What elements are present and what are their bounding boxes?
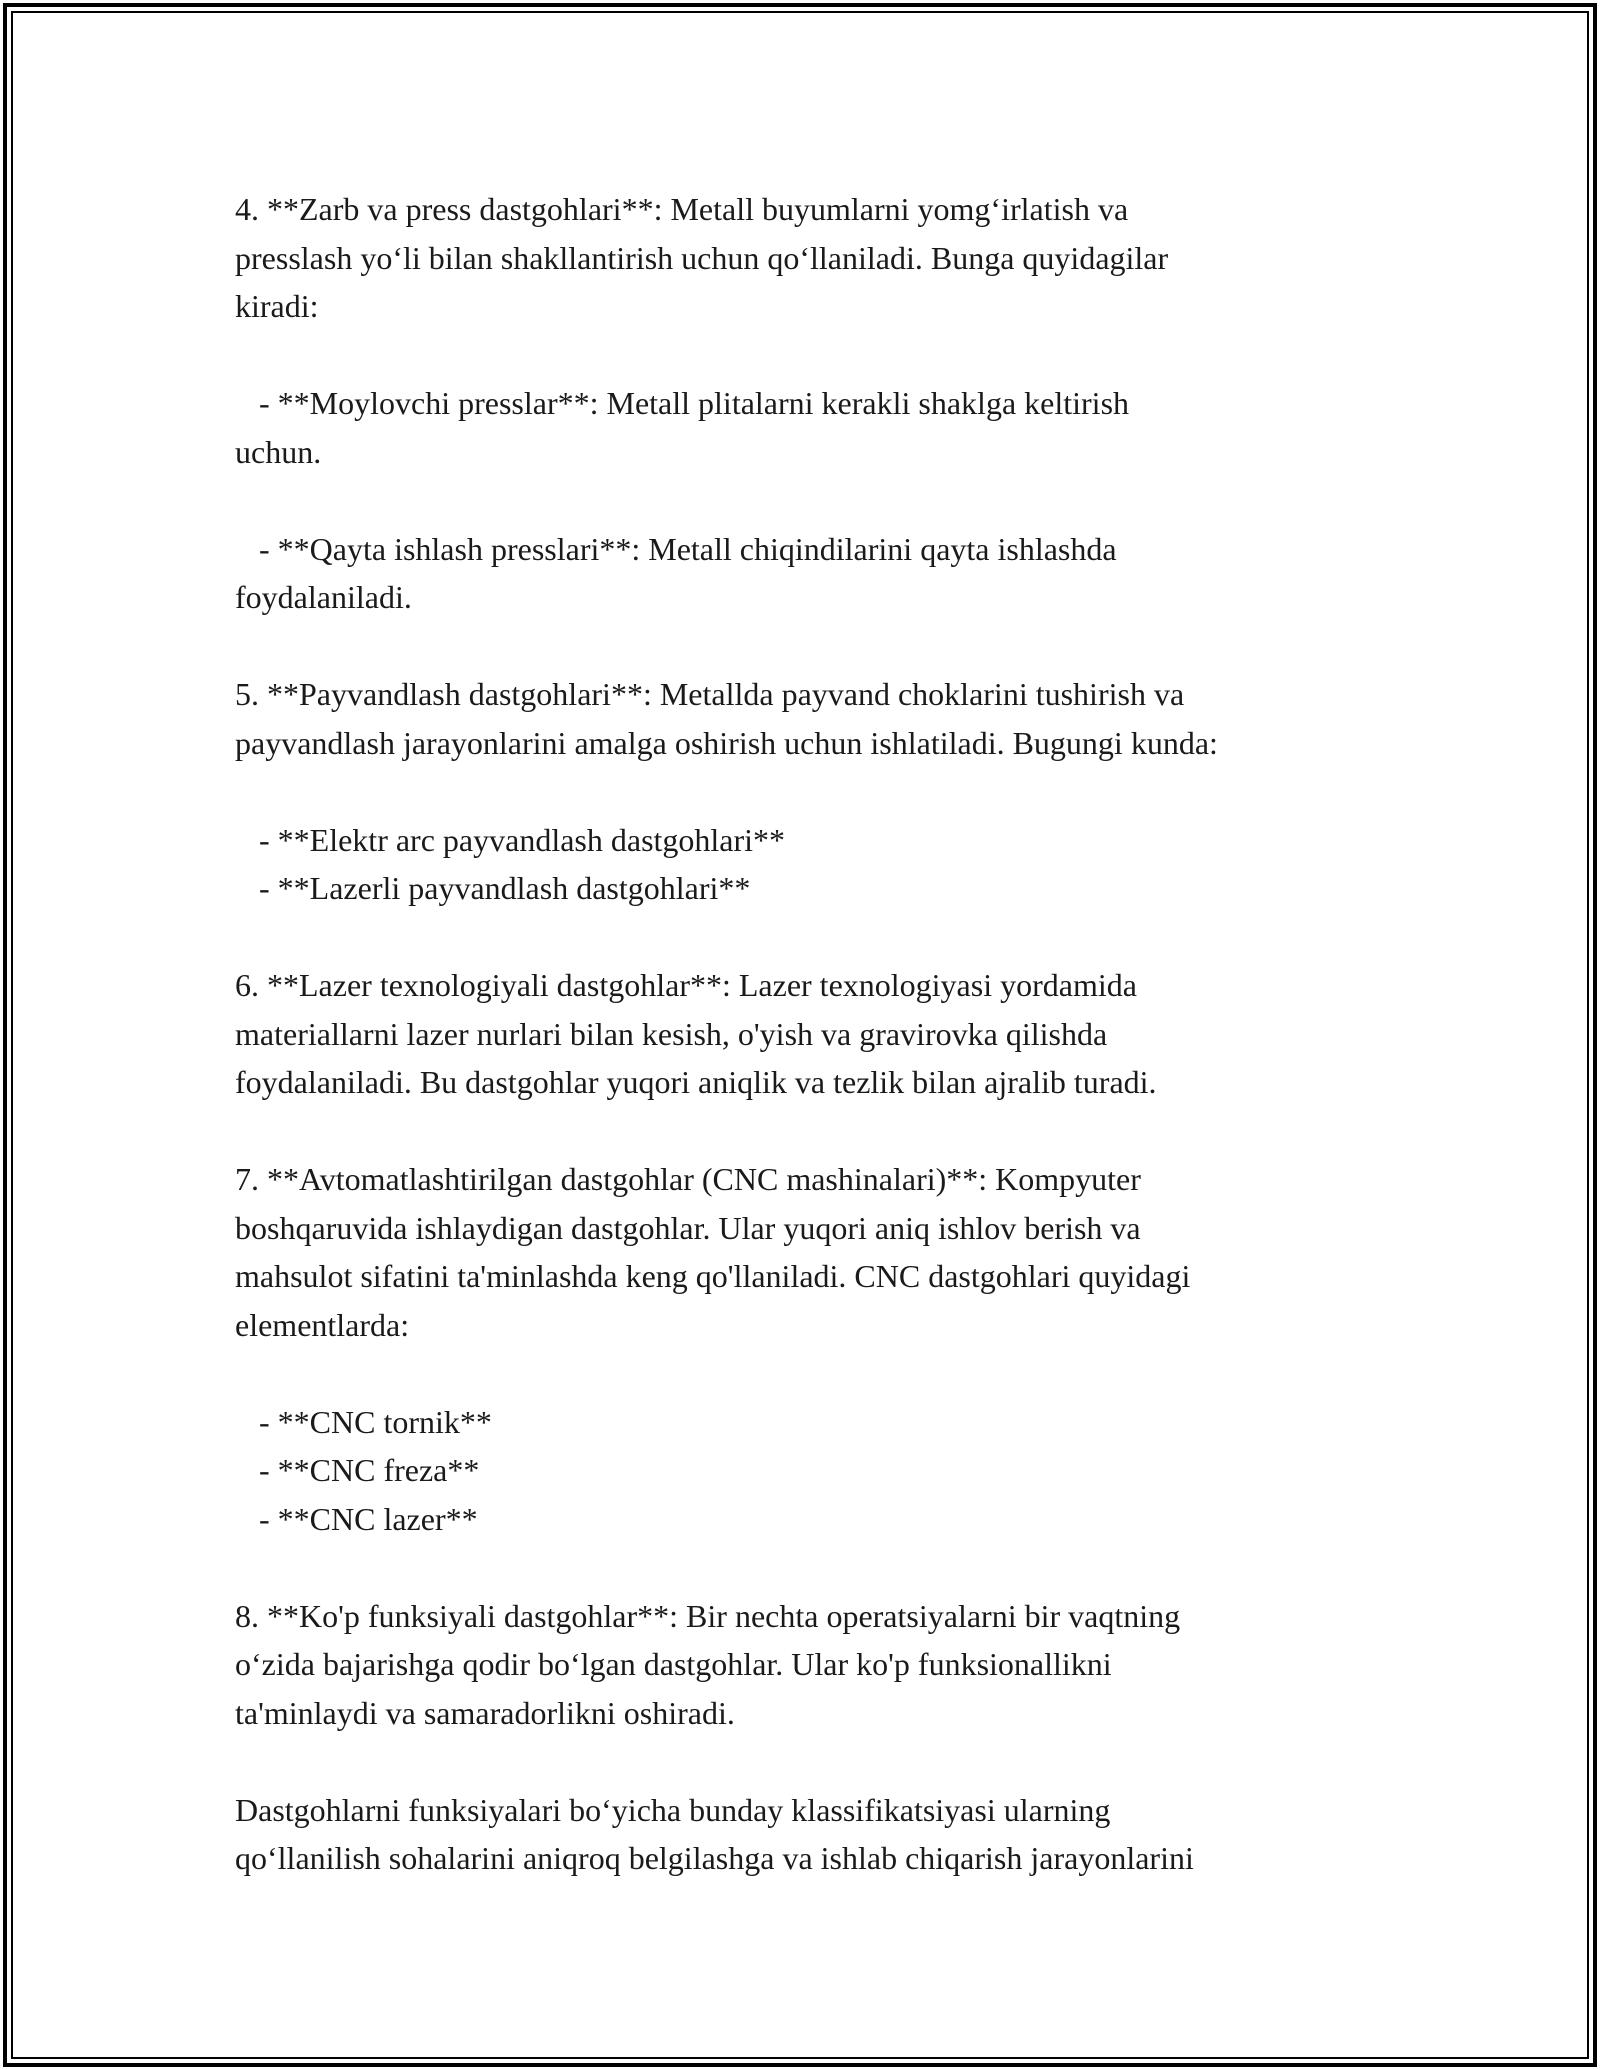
text-line: - **CNC tornik**	[235, 1403, 492, 1440]
text-line: uchun.	[235, 433, 322, 470]
paragraph-gap	[235, 913, 1385, 962]
text-line: 8. **Ko'p funksiyali dastgohlar**: Bir nechta operatsiyalarni bir vaqtning	[235, 1597, 1181, 1634]
text-line: foydalaniladi. Bu dastgohlar yuqori aniqlik va tezlik bilan ajralib turadi.	[235, 1064, 1157, 1100]
paragraph-gap	[235, 1737, 1385, 1786]
paragraph-gap	[235, 622, 1385, 671]
text-line: Dastgohlarni funksiyalari bo‘yicha bunday klassifikatsiyasi ularning	[235, 1791, 1111, 1828]
text-line: - **Elektr arc payvandlash dastgohlari**	[235, 821, 786, 858]
paragraph	[235, 670, 1385, 767]
text-line: 7. **Avtomatlashtirilgan dastgohlar (CNC mashinalari)**: Kompyuter	[235, 1161, 1141, 1197]
paragraph	[235, 379, 1385, 476]
text-line: - **CNC lazer**	[235, 1500, 478, 1537]
text-line: boshqaruvida ishlaydigan dastgohlar. Ular yuqori aniq ishlov berish va	[235, 1209, 1141, 1246]
text-line: 6. **Lazer texnologiyali dastgohlar**: Lazer texnologiyasi yordamida	[235, 967, 1137, 1003]
paragraph	[235, 185, 1385, 331]
paragraph-gap	[235, 1107, 1385, 1156]
text-line: elementlarda:	[235, 1306, 410, 1343]
text-line: mahsulot sifatini ta'minlashda keng qo'llaniladi. CNC dastgohlari quyidagi	[235, 1258, 1191, 1294]
text-line: o‘zida bajarishga qodir bo‘lgan dastgohlar. Ular ko'p funksionallikni	[235, 1646, 1112, 1682]
text-line: materiallarni lazer nurlari bilan kesish, o'yish va gravirovka qilishda	[235, 1015, 1108, 1052]
text-line: - **Qayta ishlash presslari**: Metall chiqindilarini qayta ishlashda	[235, 530, 1117, 567]
text-line: 4. **Zarb va press dastgohlari**: Metall buyumlarni yomg‘irlatish va	[235, 191, 1129, 227]
text-line: kiradi:	[235, 288, 319, 324]
text-line: - **Lazerli payvandlash dastgohlari**	[235, 870, 751, 906]
paragraph	[235, 816, 1385, 913]
paragraph-gap	[235, 1349, 1385, 1398]
paragraph-gap	[235, 767, 1385, 816]
paragraph-gap	[235, 331, 1385, 380]
text-line: qo‘llanilish sohalarini aniqroq belgilashga va ishlab chiqarish jarayonlarini	[235, 1840, 1194, 1876]
text-line: presslash yo‘li bilan shakllantirish uchun qo‘llaniladi. Bunga quyidagilar	[235, 239, 1169, 276]
paragraph	[235, 1155, 1385, 1349]
paragraph-gap	[235, 1543, 1385, 1592]
paragraph-gap	[235, 476, 1385, 525]
text-line: payvandlash jarayonlarini amalga oshirish uchun ishlatiladi. Bugungi kunda:	[235, 724, 1218, 761]
paragraph	[235, 1592, 1385, 1738]
paragraph	[235, 961, 1385, 1107]
document-body	[235, 185, 1385, 1883]
text-line: - **Moylovchi presslar**: Metall plitalarni kerakli shaklga keltirish	[235, 385, 1130, 421]
text-line: - **CNC freza**	[235, 1452, 480, 1488]
paragraph	[235, 1398, 1385, 1544]
text-line: ta'minlaydi va samaradorlikni oshiradi.	[235, 1694, 735, 1731]
paragraph	[235, 525, 1385, 622]
text-line: foydalaniladi.	[235, 579, 412, 615]
paragraph	[235, 1786, 1385, 1883]
text-line: 5. **Payvandlash dastgohlari**: Metallda payvand choklarini tushirish va	[235, 676, 1185, 712]
